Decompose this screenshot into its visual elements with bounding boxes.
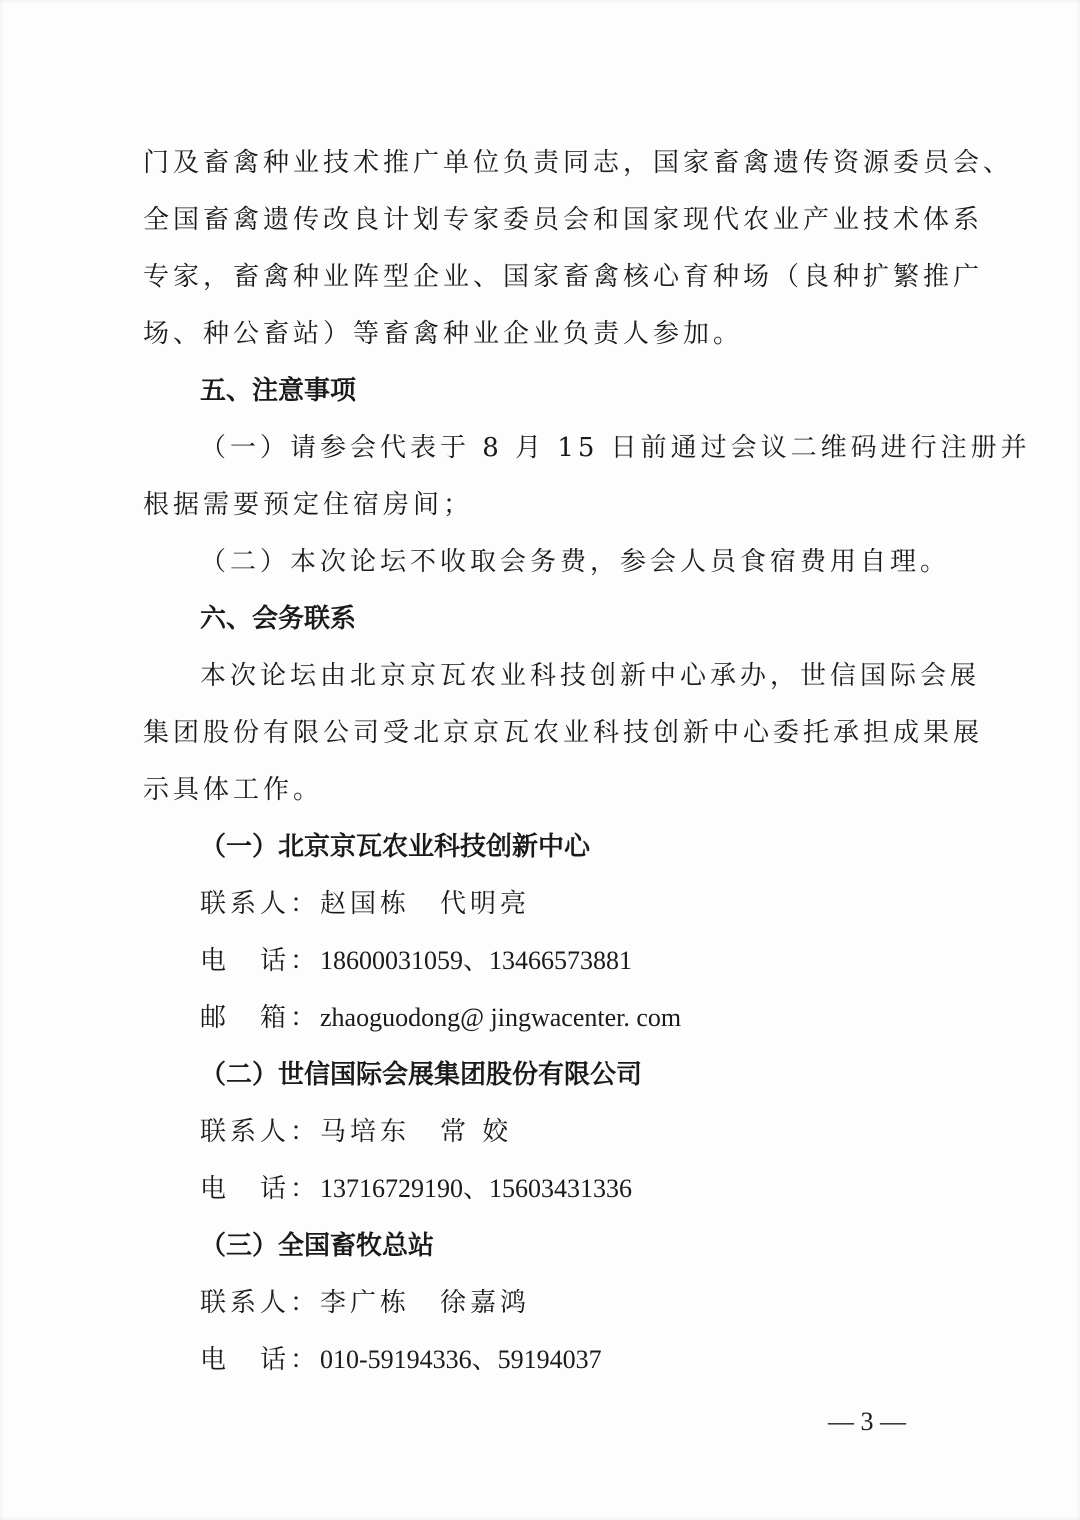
notes-item-1-line: 根据需要预定住宿房间；: [143, 490, 474, 520]
contact-phone-row: [200, 1172, 632, 1206]
contact-phone-value: 010-59194336、59194037: [320, 1345, 602, 1374]
section-heading-notes: 五、注意事项: [200, 376, 357, 406]
contact-phone-row: [200, 944, 632, 978]
contact-org-heading: （一）北京京瓦农业科技创新中心: [200, 832, 591, 862]
contact-person-row: [200, 1286, 530, 1320]
contact-phone-label: 电 话：: [200, 946, 321, 976]
contact-intro-line: 集团股份有限公司受北京京瓦农业科技创新中心委托承担成果展: [143, 718, 984, 748]
notes-item-1-line: （一）请参会代表于 8 月 15 日前通过会议二维码进行注册并: [200, 433, 1031, 463]
page-number: — 3 —: [828, 1407, 906, 1436]
contact-person-row: [200, 1115, 512, 1149]
body-line: 全国畜禽遗传改良计划专家委员会和国家现代农业产业技术体系: [143, 205, 984, 235]
contact-phone-row: [200, 1343, 602, 1377]
notes-item-2: （二）本次论坛不收取会务费，参会人员食宿费用自理。: [200, 547, 951, 577]
section-heading-contact: 六、会务联系: [200, 604, 357, 634]
contact-person-row: [200, 887, 530, 921]
contact-intro-line: 本次论坛由北京京瓦农业科技创新中心承办，世信国际会展: [200, 661, 981, 691]
contact-intro-line: 示具体工作。: [143, 775, 324, 805]
contact-person-value: 李广栋 徐嘉鸿: [320, 1288, 531, 1318]
contact-phone-value: 13716729190、15603431336: [320, 1174, 633, 1203]
contact-person-value: 马培东 常 姣: [320, 1117, 513, 1147]
contact-org-heading: （三）全国畜牧总站: [200, 1231, 435, 1261]
contact-person-label: 联系人：: [200, 1288, 321, 1318]
body-line: 专家，畜禽种业阵型企业、国家畜禽核心育种场（良种扩繁推广: [143, 262, 984, 292]
contact-email-label: 邮 箱：: [200, 1003, 321, 1033]
contact-phone-value: 18600031059、13466573881: [320, 946, 633, 975]
contact-person-value: 赵国栋 代明亮: [320, 889, 531, 919]
contact-email-value: zhaoguodong@ jingwacenter. com: [320, 1003, 682, 1032]
body-line: 门及畜禽种业技术推广单位负责同志，国家畜禽遗传资源委员会、: [143, 148, 1014, 178]
contact-person-label: 联系人：: [200, 889, 321, 919]
contact-email-row: [200, 1001, 681, 1035]
contact-person-label: 联系人：: [200, 1117, 321, 1147]
contact-org-heading: （二）世信国际会展集团股份有限公司: [200, 1060, 643, 1090]
contact-phone-label: 电 话：: [200, 1345, 321, 1375]
body-line: 场、种公畜站）等畜禽种业企业负责人参加。: [143, 319, 744, 349]
contact-phone-label: 电 话：: [200, 1174, 321, 1204]
